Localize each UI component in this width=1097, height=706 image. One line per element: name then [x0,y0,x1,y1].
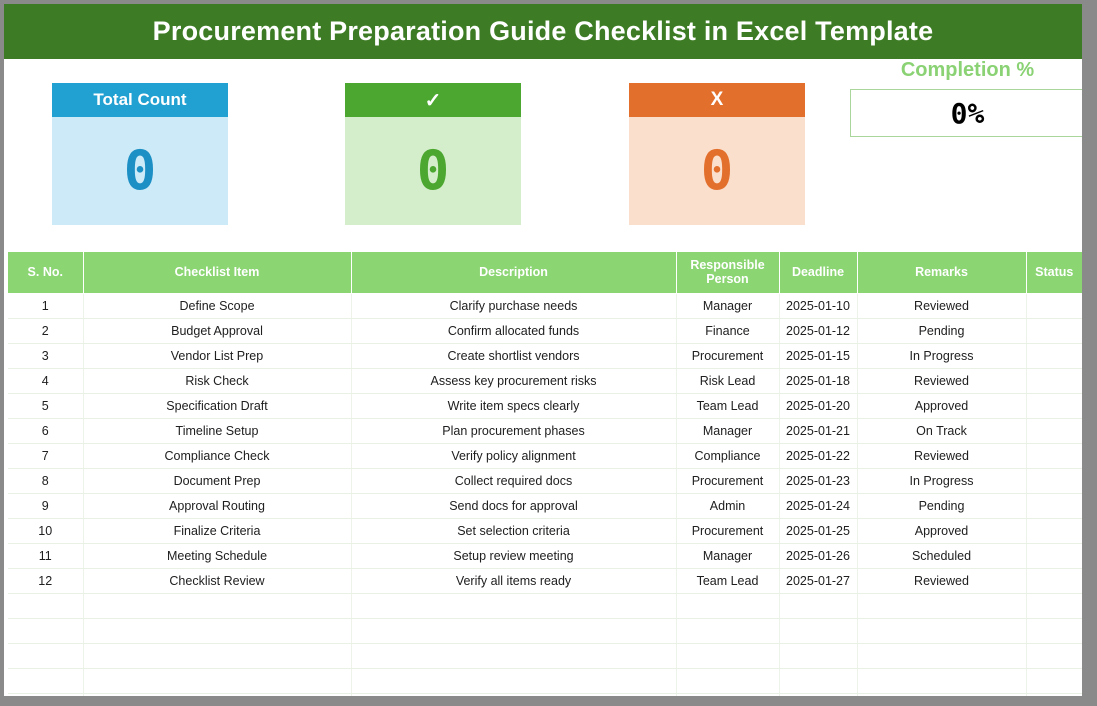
cell-person[interactable]: Team Lead [676,568,779,593]
cell-item[interactable]: Finalize Criteria [83,518,351,543]
cell-description[interactable]: Verify policy alignment [351,443,676,468]
cell-remarks[interactable]: Scheduled [857,543,1026,568]
cell-remarks[interactable]: Reviewed [857,443,1026,468]
cell-remarks-empty[interactable] [857,693,1026,706]
cell-person[interactable]: Procurement [676,518,779,543]
cell-item-empty[interactable] [83,693,351,706]
kpi-completed-value: 0 [345,117,521,225]
cell-sno-empty[interactable] [8,693,83,706]
cell-description-empty[interactable] [351,593,676,618]
cell-remarks[interactable]: Approved [857,393,1026,418]
cell-deadline[interactable]: 2025-01-26 [779,543,857,568]
cell-description-empty[interactable] [351,693,676,706]
completion-label: Completion % [900,59,1035,81]
cell-description[interactable]: Create shortlist vendors [351,343,676,368]
table-row [8,393,1082,418]
cell-description-empty[interactable] [351,668,676,693]
cell-remarks-empty[interactable] [857,618,1026,643]
cell-deadline[interactable]: 2025-01-27 [779,568,857,593]
cell-item-empty[interactable] [83,593,351,618]
cell-deadline[interactable]: 2025-01-24 [779,493,857,518]
cell-status[interactable] [1026,518,1082,543]
table-row [8,418,1082,443]
cell-sno[interactable]: 7 [8,443,83,468]
table-row-empty [8,668,1082,693]
table-header-row [8,252,1082,293]
cell-status[interactable] [1026,418,1082,443]
cell-item-empty[interactable] [83,618,351,643]
cell-status[interactable] [1026,543,1082,568]
table-row-empty [8,593,1082,618]
cell-remarks-empty[interactable] [857,643,1026,668]
cell-status[interactable] [1026,368,1082,393]
cell-item-empty[interactable] [83,643,351,668]
cell-remarks[interactable]: On Track [857,418,1026,443]
table-row-empty [8,643,1082,668]
cell-item[interactable]: Checklist Review [83,568,351,593]
cell-remarks[interactable]: In Progress [857,468,1026,493]
table-row [8,518,1082,543]
column-header-deadline[interactable]: Deadline [779,252,857,293]
cell-person[interactable]: Team Lead [676,393,779,418]
cell-item[interactable]: Specification Draft [83,393,351,418]
page-title-banner [4,4,1082,59]
cell-description[interactable]: Send docs for approval [351,493,676,518]
cell-sno-empty[interactable] [8,668,83,693]
cell-status-empty[interactable] [1026,618,1082,643]
column-header-item[interactable]: Checklist Item [83,252,351,293]
kpi-pending-value: 0 [629,117,805,225]
cell-person[interactable]: Procurement [676,468,779,493]
cell-person[interactable]: Procurement [676,343,779,368]
table-row [8,493,1082,518]
cell-item[interactable]: Budget Approval [83,318,351,343]
table-row [8,543,1082,568]
cell-deadline[interactable]: 2025-01-12 [779,318,857,343]
table-row [8,343,1082,368]
checklist-table [8,252,1082,706]
completion-value[interactable]: 0% [850,89,1085,137]
cell-description[interactable]: Verify all items ready [351,568,676,593]
cell-person[interactable]: Manager [676,543,779,568]
cell-sno[interactable]: 9 [8,493,83,518]
cell-item[interactable]: Timeline Setup [83,418,351,443]
cell-status-empty[interactable] [1026,668,1082,693]
table-row [8,568,1082,593]
cell-remarks[interactable]: Reviewed [857,368,1026,393]
kpi-total-count-label: Total Count [52,83,228,117]
table-row [8,293,1082,318]
cell-sno-empty[interactable] [8,618,83,643]
kpi-card-total-count[interactable] [52,83,228,225]
kpi-total-count-value: 0 [52,117,228,225]
cell-person[interactable]: Admin [676,493,779,518]
cell-remarks[interactable]: Approved [857,518,1026,543]
cell-item[interactable]: Define Scope [83,293,351,318]
cell-remarks-empty[interactable] [857,593,1026,618]
cell-sno-empty[interactable] [8,593,83,618]
cell-deadline[interactable]: 2025-01-15 [779,343,857,368]
table-row [8,443,1082,468]
cell-person-empty[interactable] [676,668,779,693]
cell-person-empty[interactable] [676,618,779,643]
check-icon: ✓ [345,83,521,117]
completion-block [850,59,1085,137]
kpi-card-pending[interactable] [629,83,805,225]
cell-sno[interactable]: 10 [8,518,83,543]
cell-person-empty[interactable] [676,593,779,618]
cell-description[interactable]: Set selection criteria [351,518,676,543]
cell-deadline-empty[interactable] [779,618,857,643]
table-row [8,318,1082,343]
cell-status[interactable] [1026,343,1082,368]
cell-status[interactable] [1026,568,1082,593]
cell-deadline-empty[interactable] [779,693,857,706]
cell-sno[interactable]: 5 [8,393,83,418]
cell-description[interactable]: Plan procurement phases [351,418,676,443]
table-row-empty [8,693,1082,706]
column-header-sno[interactable]: S. No. [8,252,83,293]
cell-deadline-empty[interactable] [779,593,857,618]
cell-item[interactable]: Approval Routing [83,493,351,518]
cell-status-empty[interactable] [1026,643,1082,668]
column-header-responsible-person[interactable]: Responsible Person [676,252,779,293]
cell-status[interactable] [1026,443,1082,468]
cell-status[interactable] [1026,293,1082,318]
cell-item[interactable]: Meeting Schedule [83,543,351,568]
cell-deadline[interactable]: 2025-01-25 [779,518,857,543]
cell-description-empty[interactable] [351,618,676,643]
cell-sno[interactable]: 11 [8,543,83,568]
cell-deadline[interactable]: 2025-01-21 [779,418,857,443]
cell-deadline[interactable]: 2025-01-23 [779,468,857,493]
cell-status[interactable] [1026,493,1082,518]
cell-person-empty[interactable] [676,643,779,668]
table-row [8,468,1082,493]
cell-sno[interactable]: 6 [8,418,83,443]
cell-item[interactable]: Document Prep [83,468,351,493]
cell-deadline-empty[interactable] [779,668,857,693]
cell-sno[interactable]: 12 [8,568,83,593]
cell-person[interactable]: Compliance [676,443,779,468]
cell-remarks[interactable]: In Progress [857,343,1026,368]
column-header-remarks[interactable]: Remarks [857,252,1026,293]
cell-remarks[interactable]: Reviewed [857,568,1026,593]
cell-description[interactable]: Assess key procurement risks [351,368,676,393]
cell-status-empty[interactable] [1026,693,1082,706]
cell-sno[interactable]: 4 [8,368,83,393]
column-header-status[interactable]: Status [1026,252,1082,293]
cell-deadline[interactable]: 2025-01-22 [779,443,857,468]
cell-description-empty[interactable] [351,643,676,668]
table-row [8,368,1082,393]
cell-sno-empty[interactable] [8,643,83,668]
cell-remarks-empty[interactable] [857,668,1026,693]
cell-description[interactable]: Confirm allocated funds [351,318,676,343]
column-header-description[interactable]: Description [351,252,676,293]
cell-item[interactable]: Vendor List Prep [83,343,351,368]
table-body [8,293,1082,706]
cell-status-empty[interactable] [1026,593,1082,618]
table-row-empty [8,618,1082,643]
cell-deadline-empty[interactable] [779,643,857,668]
cell-deadline[interactable]: 2025-01-10 [779,293,857,318]
cell-sno[interactable]: 8 [8,468,83,493]
cell-sno[interactable]: 1 [8,293,83,318]
cell-description[interactable]: Write item specs clearly [351,393,676,418]
cell-item-empty[interactable] [83,668,351,693]
kpi-card-completed[interactable] [345,83,521,225]
cell-description[interactable]: Setup review meeting [351,543,676,568]
cell-sno[interactable]: 3 [8,343,83,368]
cell-status[interactable] [1026,318,1082,343]
cross-icon: X [629,83,805,117]
cell-remarks[interactable]: Pending [857,318,1026,343]
cell-remarks[interactable]: Pending [857,493,1026,518]
cell-deadline[interactable]: 2025-01-20 [779,393,857,418]
cell-description[interactable]: Collect required docs [351,468,676,493]
cell-item[interactable]: Compliance Check [83,443,351,468]
cell-item[interactable]: Risk Check [83,368,351,393]
cell-person[interactable]: Risk Lead [676,368,779,393]
cell-deadline[interactable]: 2025-01-18 [779,368,857,393]
cell-sno[interactable]: 2 [8,318,83,343]
cell-description[interactable]: Clarify purchase needs [351,293,676,318]
cell-person[interactable]: Finance [676,318,779,343]
cell-person-empty[interactable] [676,693,779,706]
cell-status[interactable] [1026,468,1082,493]
cell-status[interactable] [1026,393,1082,418]
page-title: Procurement Preparation Guide Checklist in Excel Template [152,16,934,46]
cell-remarks[interactable]: Reviewed [857,293,1026,318]
cell-person[interactable]: Manager [676,293,779,318]
cell-person[interactable]: Manager [676,418,779,443]
